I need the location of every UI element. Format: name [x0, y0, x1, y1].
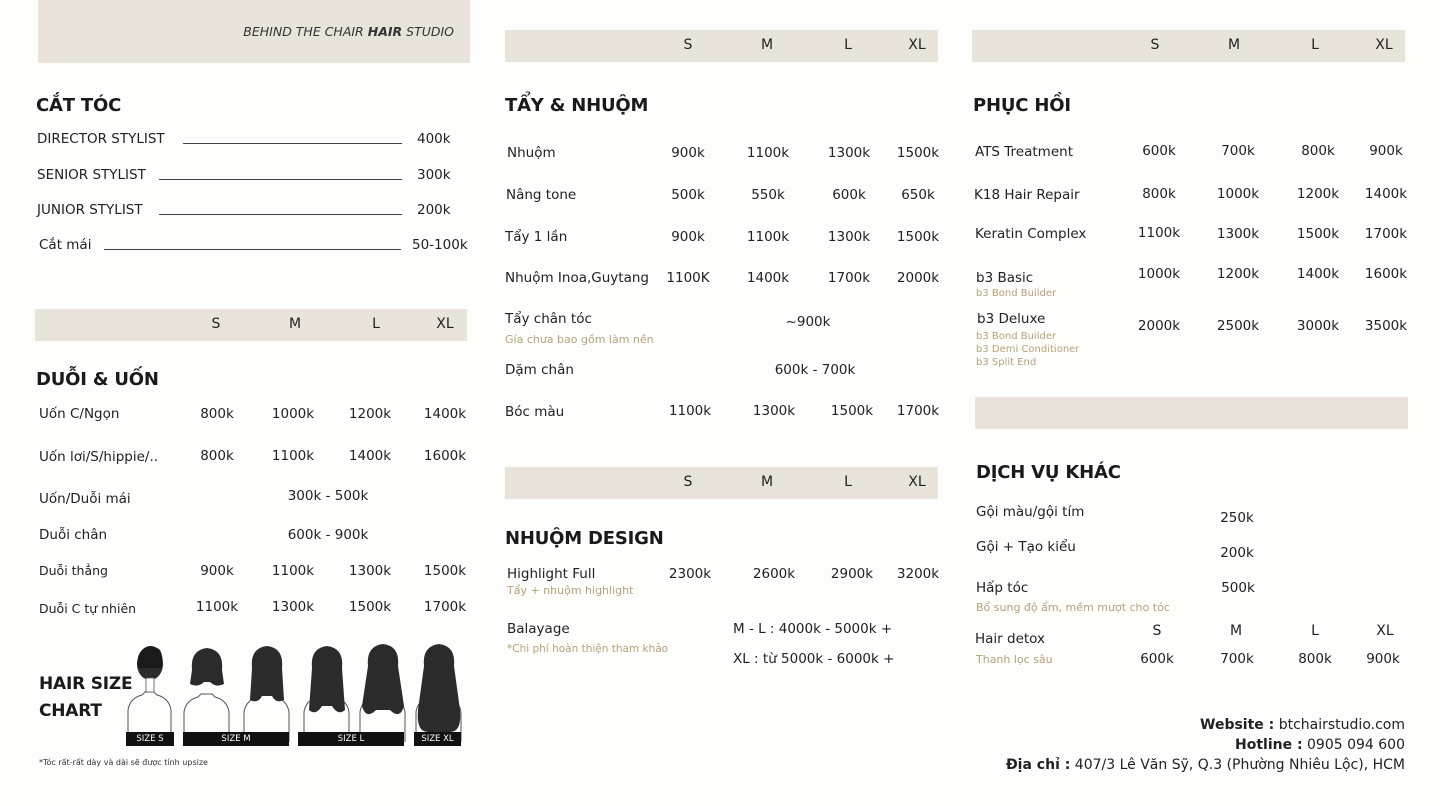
size-header-band	[505, 467, 938, 499]
dich-vu-price: 200k	[1220, 545, 1254, 561]
price-m: 1300k	[1216, 226, 1260, 242]
phuc-hoi-item: b3 Basic	[976, 270, 1034, 286]
price-l: 3000k	[1296, 318, 1340, 334]
price-s: 1100k	[1137, 225, 1181, 241]
price-s: 600k	[1142, 143, 1176, 159]
price-range: 300k - 500k	[287, 488, 369, 504]
price-xl: 3200k	[896, 566, 940, 582]
leader-line	[104, 249, 401, 250]
price-xl: 3500k	[1364, 318, 1408, 334]
price-m: 700k	[1220, 651, 1254, 667]
size-label-xl: SIZE XL	[414, 732, 461, 746]
price-xl: 1700k	[896, 403, 940, 419]
price-m: 2500k	[1216, 318, 1260, 334]
balayage-sub: *Chi phí hoàn thiện tham khảo	[507, 643, 669, 655]
section-title-phuc-hoi: PHỤC HỒI	[973, 95, 1071, 116]
price-xl: 1600k	[423, 448, 467, 464]
price-m: 1400k	[746, 270, 790, 286]
cat-toc-price: 300k	[417, 167, 451, 183]
cat-toc-item: Cắt mái	[39, 237, 92, 253]
balayage-price-ml: M - L : 4000k - 5000k +	[733, 621, 893, 637]
cat-toc-item: JUNIOR STYLIST	[37, 202, 143, 218]
size-label-m: SIZE M	[183, 732, 289, 746]
price-m: 1100k	[746, 145, 790, 161]
phuc-hoi-sub: b3 Bond Builder	[976, 331, 1057, 342]
figure-size-l-icon	[304, 646, 349, 742]
price-l: 1300k	[827, 145, 871, 161]
price-l: 800k	[1301, 143, 1335, 159]
duoi-uon-item: Duỗi thẳng	[39, 563, 108, 578]
size-header-xl: XL	[1376, 623, 1394, 639]
figure-size-m-icon	[184, 648, 229, 742]
size-header-m: M	[1229, 623, 1243, 639]
price-m: 1100k	[746, 229, 790, 245]
price-s: 2300k	[668, 566, 712, 582]
figure-size-m2-icon	[244, 646, 289, 742]
price-range: 600k - 700k	[774, 362, 856, 378]
size-header-m: M	[760, 37, 774, 53]
price-xl: 2000k	[896, 270, 940, 286]
hair-size-chart-title-line2: CHART	[39, 701, 102, 721]
price-l: 1500k	[830, 403, 874, 419]
price-l: 600k	[832, 187, 866, 203]
address-text: 407/3 Lê Văn Sỹ, Q.3 (Phường Nhiêu Lộc), HCM	[1074, 757, 1405, 773]
hair-size-chart-title	[39, 671, 132, 725]
price-m: 1100k	[271, 448, 315, 464]
size-header-band	[505, 30, 938, 62]
price-xl: 1500k	[423, 563, 467, 579]
brand-post: STUDIO	[402, 24, 454, 39]
cat-toc-item: SENIOR STYLIST	[37, 167, 146, 183]
tay-nhuom-item: Tẩy chân tóc	[505, 311, 592, 327]
price-l: 800k	[1298, 651, 1332, 667]
size-header-s: S	[211, 316, 221, 332]
price-xl: 1400k	[423, 406, 467, 422]
price-xl: 1600k	[1364, 266, 1408, 282]
size-label-s: SIZE S	[126, 732, 174, 746]
section-title-duoi-uon: DUỖI & UỐN	[36, 369, 159, 390]
price-xl: 1700k	[1364, 226, 1408, 242]
balayage-price-xl: XL : từ 5000k - 6000k +	[733, 651, 895, 667]
price-s: 800k	[200, 406, 234, 422]
duoi-uon-item: Uốn C/Ngọn	[39, 406, 120, 422]
dich-vu-price: 250k	[1220, 510, 1254, 526]
price-xl: 1500k	[896, 229, 940, 245]
website-link[interactable]: btchairstudio.com	[1278, 717, 1405, 733]
dich-vu-price: 500k	[1221, 580, 1255, 596]
price-l: 1500k	[348, 599, 392, 615]
leader-line	[159, 179, 402, 180]
price-xl: 1700k	[423, 599, 467, 615]
size-header-m: M	[288, 316, 302, 332]
price-l: 1700k	[827, 270, 871, 286]
phuc-hoi-item: Keratin Complex	[975, 226, 1087, 242]
hair-detox-item: Hair detox	[975, 631, 1046, 647]
price-s: 900k	[200, 563, 234, 579]
tay-nhuom-item: Bóc màu	[505, 404, 565, 420]
contact-hotline	[960, 737, 1405, 753]
section-title-tay-nhuom: TẨY & NHUỘM	[505, 95, 649, 116]
price-m: 2600k	[752, 566, 796, 582]
size-header-l: L	[1311, 623, 1319, 639]
size-header-s: S	[683, 37, 693, 53]
brand-name	[38, 24, 454, 39]
price-xl: 900k	[1369, 143, 1403, 159]
size-header-m: M	[1227, 37, 1241, 53]
price-m: 550k	[751, 187, 785, 203]
size-header-s: S	[1152, 623, 1162, 639]
phuc-hoi-sub: b3 Demi Conditioner	[976, 344, 1080, 355]
size-header-band	[35, 309, 467, 341]
price-s: 600k	[1140, 651, 1174, 667]
price-xl: 650k	[901, 187, 935, 203]
phuc-hoi-item: K18 Hair Repair	[974, 187, 1080, 203]
size-header-s: S	[683, 474, 693, 490]
brand-pre: BEHIND THE CHAIR	[243, 24, 368, 39]
size-header-s: S	[1150, 37, 1160, 53]
price-s: 2000k	[1137, 318, 1181, 334]
duoi-uon-item: Duỗi chân	[39, 527, 108, 543]
price-m: 700k	[1221, 143, 1255, 159]
price-s: 900k	[671, 145, 705, 161]
tay-nhuom-item: Nâng tone	[506, 187, 577, 203]
price-s: 900k	[671, 229, 705, 245]
tay-nhuom-item: Nhuộm	[507, 145, 556, 161]
price-s: 800k	[1142, 186, 1176, 202]
price-m: 1300k	[271, 599, 315, 615]
price-l: 1200k	[348, 406, 392, 422]
size-header-l: L	[844, 37, 852, 53]
leader-line	[159, 214, 402, 215]
section-title-nhuom-design: NHUỘM DESIGN	[505, 528, 664, 549]
section-title-dich-vu-khac: DỊCH VỤ KHÁC	[976, 462, 1121, 483]
tay-nhuom-item: Dặm chân	[505, 362, 574, 378]
price-s: 1100k	[195, 599, 239, 615]
size-label-l: SIZE L	[298, 732, 404, 746]
highlight-sub: Tẩy + nhuộm highlight	[507, 584, 634, 597]
dich-vu-item: Hấp tóc	[976, 580, 1029, 596]
size-header-xl: XL	[908, 37, 926, 53]
price-m: 1300k	[752, 403, 796, 419]
price-s: 500k	[671, 187, 705, 203]
address-label: Địa chỉ :	[1005, 757, 1071, 773]
website-label: Website :	[1200, 717, 1275, 733]
hotline-number[interactable]: 0905 094 600	[1307, 737, 1405, 753]
cat-toc-item: DIRECTOR STYLIST	[37, 131, 165, 147]
contact-website	[960, 717, 1405, 733]
price-m: 1200k	[1216, 266, 1260, 282]
phuc-hoi-sub: b3 Split End	[976, 357, 1037, 368]
size-header-xl: XL	[908, 474, 926, 490]
upsize-note: *Tóc rất-rất dày và dài sẽ được tính upsize	[39, 758, 208, 767]
size-header-l: L	[1311, 37, 1319, 53]
divider-band	[975, 397, 1408, 429]
dich-vu-item: Gội màu/gội tím	[976, 504, 1085, 520]
hotline-label: Hotline :	[1235, 737, 1303, 753]
price-s: 1100K	[666, 270, 710, 286]
size-header-band	[972, 30, 1405, 62]
price-m: 1100k	[271, 563, 315, 579]
price-s: 800k	[200, 448, 234, 464]
size-header-xl: XL	[436, 316, 454, 332]
balayage-item: Balayage	[507, 621, 570, 637]
brand-bold: HAIR	[367, 24, 403, 39]
dich-vu-item: Gội + Tạo kiểu	[976, 539, 1076, 555]
cat-toc-price: 400k	[417, 131, 451, 147]
price-m: 1000k	[1216, 186, 1260, 202]
cat-toc-price: 50-100k	[412, 237, 468, 253]
price-s: 1100k	[668, 403, 712, 419]
price-s: 1000k	[1137, 266, 1181, 282]
section-title-cat-toc: CẮT TÓC	[36, 95, 122, 116]
price-l: 1500k	[1296, 226, 1340, 242]
hair-size-chart-title-line1: HAIR SIZE	[39, 674, 133, 694]
cat-toc-price: 200k	[417, 202, 451, 218]
dich-vu-sub: Bổ sung độ ẩm, mềm mượt cho tóc	[976, 601, 1170, 614]
phuc-hoi-sub: b3 Bond Builder	[976, 288, 1057, 299]
phuc-hoi-item: ATS Treatment	[975, 144, 1073, 160]
size-header-l: L	[372, 316, 380, 332]
tay-nhuom-sub: Gía chưa bao gồm làm nền	[505, 333, 654, 346]
highlight-item: Highlight Full	[507, 566, 596, 582]
price-l: 1300k	[348, 563, 392, 579]
price-range: 600k - 900k	[287, 527, 369, 543]
price-l: 1200k	[1296, 186, 1340, 202]
duoi-uon-item: Duỗi C tự nhiên	[39, 601, 137, 616]
price-m: 1000k	[271, 406, 315, 422]
contact-address	[900, 757, 1405, 773]
figure-size-l2-icon	[360, 644, 405, 742]
price-xl: 900k	[1366, 651, 1400, 667]
leader-line	[183, 143, 402, 144]
price-l: 2900k	[830, 566, 874, 582]
hair-detox-sub: Thanh lọc sâu	[976, 653, 1053, 666]
size-header-xl: XL	[1375, 37, 1393, 53]
price-l: 1400k	[1296, 266, 1340, 282]
price-range: ~900k	[785, 314, 831, 330]
price-l: 1300k	[827, 229, 871, 245]
figure-size-s-icon	[128, 646, 171, 742]
figure-size-xl-icon	[416, 644, 461, 742]
price-xl: 1500k	[896, 145, 940, 161]
phuc-hoi-item: b3 Deluxe	[977, 311, 1046, 327]
size-header-l: L	[844, 474, 852, 490]
size-header-m: M	[760, 474, 774, 490]
tay-nhuom-item: Tẩy 1 lần	[505, 229, 568, 245]
duoi-uon-item: Uốn/Duỗi mái	[39, 491, 131, 507]
price-l: 1400k	[348, 448, 392, 464]
duoi-uon-item: Uốn lơi/S/hippie/..	[39, 449, 159, 465]
price-xl: 1400k	[1364, 186, 1408, 202]
tay-nhuom-item: Nhuộm Inoa,Guytang	[505, 270, 649, 286]
